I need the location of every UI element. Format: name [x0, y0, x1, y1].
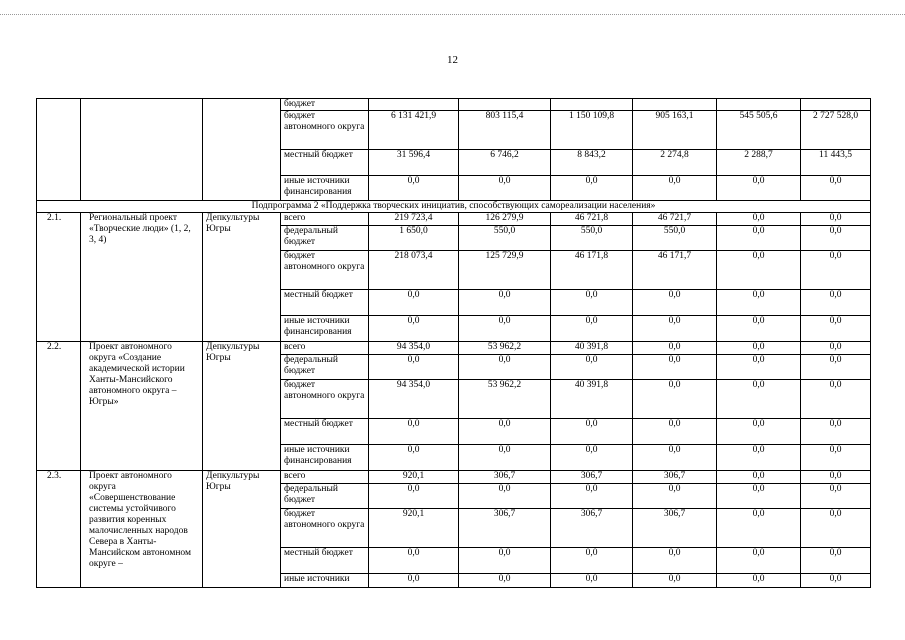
value-cell: 0,0 — [369, 419, 459, 445]
scan-top-edge — [0, 14, 905, 15]
value-cell: 0,0 — [369, 574, 459, 588]
value-cell: 219 723,4 — [369, 213, 459, 226]
value-cell: 0,0 — [717, 574, 801, 588]
source-cell: бюджет автономного округа — [281, 251, 369, 290]
value-cell: 0,0 — [369, 484, 459, 509]
value-cell: 125 729,9 — [459, 251, 551, 290]
value-cell: 0,0 — [717, 251, 801, 290]
value-cell: 0,0 — [459, 355, 551, 380]
value-cell: 6 131 421,9 — [369, 111, 459, 150]
value-cell: 0,0 — [459, 484, 551, 509]
value-cell: 0,0 — [633, 419, 717, 445]
value-cell: 31 596,4 — [369, 150, 459, 176]
value-cell: 1 150 109,8 — [551, 111, 633, 150]
value-cell: 306,7 — [459, 509, 551, 548]
value-cell: 0,0 — [633, 445, 717, 471]
value-cell: 306,7 — [633, 509, 717, 548]
value-cell: 0,0 — [801, 445, 871, 471]
financing-table — [36, 98, 871, 588]
project-number: 2.3. — [37, 471, 81, 588]
source-cell: иные источники финансирования — [281, 445, 369, 471]
value-cell: 2 288,7 — [717, 150, 801, 176]
value-cell — [459, 99, 551, 111]
value-cell: 0,0 — [633, 176, 717, 201]
value-cell: 0,0 — [801, 548, 871, 574]
value-cell: 0,0 — [633, 380, 717, 419]
table-row — [37, 99, 871, 111]
value-cell — [717, 99, 801, 111]
source-cell: всего — [281, 342, 369, 355]
value-cell: 0,0 — [801, 213, 871, 226]
value-cell: 2 274,8 — [633, 150, 717, 176]
value-cell: 94 354,0 — [369, 342, 459, 355]
project-number: 2.1. — [37, 213, 81, 342]
value-cell: 0,0 — [459, 316, 551, 342]
subprogram-row — [37, 201, 871, 213]
value-cell: 0,0 — [551, 574, 633, 588]
project-name: Региональный проект «Творческие люди» (1, 2, 3, 4) — [81, 213, 203, 342]
source-cell: федеральный бюджет — [281, 484, 369, 509]
value-cell: 306,7 — [551, 471, 633, 484]
value-cell: 0,0 — [459, 548, 551, 574]
value-cell: 46 171,8 — [551, 251, 633, 290]
value-cell: 0,0 — [801, 419, 871, 445]
value-cell: 53 962,2 — [459, 342, 551, 355]
project-name: Проект автономного округа «Совершенствование системы устойчивого развития коренных малочисленных народов Севера в Ханты-Мансийском автономном округе – — [81, 471, 203, 588]
value-cell: 0,0 — [459, 574, 551, 588]
project-number: 2.2. — [37, 342, 81, 471]
value-cell: 0,0 — [369, 316, 459, 342]
value-cell: 218 073,4 — [369, 251, 459, 290]
value-cell: 0,0 — [633, 316, 717, 342]
value-cell: 8 843,2 — [551, 150, 633, 176]
value-cell: 0,0 — [459, 419, 551, 445]
value-cell: 0,0 — [717, 548, 801, 574]
value-cell: 0,0 — [633, 548, 717, 574]
value-cell: 46 721,8 — [551, 213, 633, 226]
value-cell: 0,0 — [633, 484, 717, 509]
value-cell: 0,0 — [801, 316, 871, 342]
project-name: Проект автономного округа «Создание академической истории Ханты-Мансийского автономного округа – Югры» — [81, 342, 203, 471]
value-cell: 0,0 — [717, 445, 801, 471]
value-cell: 0,0 — [717, 213, 801, 226]
value-cell: 0,0 — [551, 355, 633, 380]
source-cell: бюджет автономного округа — [281, 380, 369, 419]
num-cell — [37, 99, 81, 201]
value-cell: 0,0 — [801, 176, 871, 201]
value-cell: 0,0 — [801, 251, 871, 290]
source-cell: бюджет автономного округа — [281, 509, 369, 548]
value-cell: 0,0 — [717, 342, 801, 355]
value-cell: 0,0 — [551, 316, 633, 342]
value-cell — [801, 99, 871, 111]
value-cell: 46 171,7 — [633, 251, 717, 290]
source-cell: бюджет — [281, 99, 369, 111]
value-cell: 0,0 — [459, 445, 551, 471]
value-cell: 6 746,2 — [459, 150, 551, 176]
value-cell: 0,0 — [551, 176, 633, 201]
value-cell: 0,0 — [633, 574, 717, 588]
value-cell: 306,7 — [633, 471, 717, 484]
source-cell: федеральный бюджет — [281, 355, 369, 380]
value-cell: 0,0 — [369, 445, 459, 471]
value-cell: 0,0 — [717, 509, 801, 548]
value-cell: 0,0 — [633, 290, 717, 316]
value-cell: 550,0 — [459, 226, 551, 251]
source-cell: бюджет автономного округа — [281, 111, 369, 150]
source-cell: местный бюджет — [281, 290, 369, 316]
value-cell: 0,0 — [801, 290, 871, 316]
value-cell: 0,0 — [717, 290, 801, 316]
source-cell: местный бюджет — [281, 150, 369, 176]
value-cell: 1 650,0 — [369, 226, 459, 251]
source-cell: иные источники финансирования — [281, 316, 369, 342]
source-cell: местный бюджет — [281, 548, 369, 574]
value-cell — [633, 99, 717, 111]
value-cell — [369, 99, 459, 111]
value-cell: 0,0 — [801, 380, 871, 419]
executor-cell — [203, 99, 281, 201]
value-cell: 0,0 — [717, 316, 801, 342]
table-row — [37, 471, 871, 484]
value-cell: 306,7 — [459, 471, 551, 484]
value-cell: 0,0 — [717, 355, 801, 380]
page-number: 12 — [447, 54, 458, 66]
value-cell: 0,0 — [369, 548, 459, 574]
value-cell: 0,0 — [717, 484, 801, 509]
value-cell: 905 163,1 — [633, 111, 717, 150]
value-cell: 803 115,4 — [459, 111, 551, 150]
source-cell: федеральный бюджет — [281, 226, 369, 251]
value-cell: 0,0 — [551, 548, 633, 574]
value-cell: 0,0 — [369, 290, 459, 316]
source-cell: всего — [281, 213, 369, 226]
value-cell: 0,0 — [633, 342, 717, 355]
value-cell: 0,0 — [801, 509, 871, 548]
value-cell: 2 727 528,0 — [801, 111, 871, 150]
value-cell: 126 279,9 — [459, 213, 551, 226]
value-cell: 0,0 — [801, 484, 871, 509]
value-cell: 0,0 — [717, 380, 801, 419]
value-cell: 0,0 — [459, 176, 551, 201]
value-cell: 0,0 — [717, 226, 801, 251]
value-cell: 0,0 — [551, 290, 633, 316]
value-cell: 0,0 — [459, 290, 551, 316]
source-cell: иные источники — [281, 574, 369, 588]
value-cell: 0,0 — [633, 355, 717, 380]
name-cell — [81, 99, 203, 201]
value-cell: 0,0 — [801, 226, 871, 251]
value-cell: 0,0 — [801, 342, 871, 355]
value-cell: 550,0 — [633, 226, 717, 251]
table-row — [37, 342, 871, 355]
value-cell: 46 721,7 — [633, 213, 717, 226]
project-executor: Депкультуры Югры — [203, 342, 281, 471]
value-cell: 0,0 — [801, 574, 871, 588]
value-cell: 0,0 — [551, 419, 633, 445]
value-cell — [551, 99, 633, 111]
subprogram-title: Подпрограмма 2 «Поддержка творческих инициатив, способствующих самореализации населения» — [37, 201, 871, 213]
value-cell: 53 962,2 — [459, 380, 551, 419]
value-cell: 0,0 — [717, 471, 801, 484]
value-cell: 306,7 — [551, 509, 633, 548]
value-cell: 920,1 — [369, 471, 459, 484]
value-cell: 0,0 — [717, 419, 801, 445]
value-cell: 0,0 — [369, 176, 459, 201]
value-cell: 0,0 — [369, 355, 459, 380]
value-cell: 0,0 — [551, 445, 633, 471]
source-cell: всего — [281, 471, 369, 484]
value-cell: 550,0 — [551, 226, 633, 251]
value-cell: 94 354,0 — [369, 380, 459, 419]
value-cell: 0,0 — [551, 484, 633, 509]
value-cell: 545 505,6 — [717, 111, 801, 150]
source-cell: местный бюджет — [281, 419, 369, 445]
source-cell: иные источники финансирования — [281, 176, 369, 201]
value-cell: 0,0 — [801, 471, 871, 484]
project-executor: Депкультуры Югры — [203, 471, 281, 588]
value-cell: 0,0 — [717, 176, 801, 201]
value-cell: 40 391,8 — [551, 342, 633, 355]
table-row — [37, 213, 871, 226]
value-cell: 40 391,8 — [551, 380, 633, 419]
project-executor: Депкультуры Югры — [203, 213, 281, 342]
value-cell: 11 443,5 — [801, 150, 871, 176]
value-cell: 0,0 — [801, 355, 871, 380]
value-cell: 920,1 — [369, 509, 459, 548]
